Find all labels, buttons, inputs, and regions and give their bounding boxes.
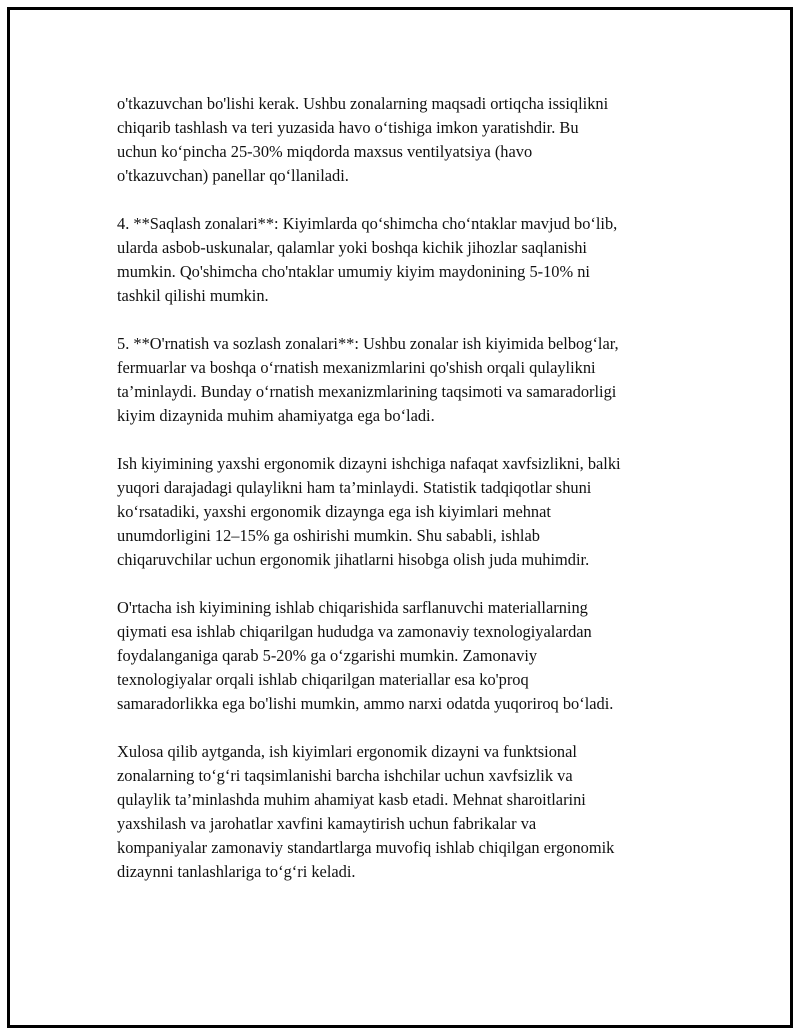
text-line: ko‘rsatadiki, yaxshi ergonomik dizaynga ega ish kiyimlari mehnat	[117, 502, 551, 521]
text-line: 4. **Saqlash zonalari**: Kiyimlarda qo‘shimcha cho‘ntaklar mavjud bo‘lib,	[117, 214, 618, 233]
paragraph-conclusion	[117, 740, 692, 884]
text-line: o'tkazuvchan bo'lishi kerak. Ushbu zonalarning maqsadi ortiqcha issiqlikni	[117, 94, 609, 113]
text-line: kompaniyalar zamonaviy standartlarga muvofiq ishlab chiqilgan ergonomik	[117, 838, 615, 857]
paragraph-ergonomic-design	[117, 452, 692, 572]
text-line: ta’minlaydi. Bunday o‘rnatish mexanizmlarining taqsimoti va samaradorligi	[117, 382, 617, 401]
text-line: tashkil qilishi mumkin.	[117, 286, 269, 305]
text-line: qiymati esa ishlab chiqarilgan hududga va zamonaviy texnologiyalardan	[117, 622, 592, 641]
text-line: 5. **O'rnatish va sozlash zonalari**: Ushbu zonalar ish kiyimida belbog‘lar,	[117, 334, 619, 353]
text-line: O'rtacha ish kiyimining ishlab chiqarishida sarflanuvchi materiallarning	[117, 598, 588, 617]
document-body	[117, 92, 692, 908]
paragraph-ventilation	[117, 92, 692, 188]
text-line: foydalanganiga qarab 5-20% ga o‘zgarishi mumkin. Zamonaviy	[117, 646, 538, 665]
text-line: Xulosa qilib aytganda, ish kiyimlari ergonomik dizayni va funktsional	[117, 742, 577, 761]
text-line: texnologiyalar orqali ishlab chiqarilgan materiallar esa ko'proq	[117, 670, 529, 689]
text-line: o'tkazuvchan) panellar qo‘llaniladi.	[117, 166, 349, 185]
text-line: fermuarlar va boshqa o‘rnatish mexanizmlarini qo'shish orqali qulaylikni	[117, 358, 596, 377]
paragraph-material-cost	[117, 596, 692, 716]
text-line: uchun ko‘pincha 25-30% miqdorda maxsus ventilyatsiya (havo	[117, 142, 533, 161]
text-line: chiqarib tashlash va teri yuzasida havo o‘tishiga imkon yaratishdir. Bu	[117, 118, 579, 137]
text-line: unumdorligini 12–15% ga oshirishi mumkin. Shu sababli, ishlab	[117, 526, 540, 545]
paragraph-fastening-zones	[117, 332, 692, 428]
text-line: kiyim dizaynida muhim ahamiyatga ega bo‘ladi.	[117, 406, 435, 425]
text-line: mumkin. Qo'shimcha cho'ntaklar umumiy kiyim maydonining 5-10% ni	[117, 262, 590, 281]
text-line: ularda asbob-uskunalar, qalamlar yoki boshqa kichik jihozlar saqlanishi	[117, 238, 587, 257]
text-line: yaxshilash va jarohatlar xavfini kamaytirish uchun fabrikalar va	[117, 814, 537, 833]
text-line: Ish kiyimining yaxshi ergonomik dizayni ishchiga nafaqat xavfsizlikni, balki	[117, 454, 621, 473]
text-line: qulaylik ta’minlashda muhim ahamiyat kasb etadi. Mehnat sharoitlarini	[117, 790, 586, 809]
text-line: samaradorlikka ega bo'lishi mumkin, ammo narxi odatda yuqoriroq bo‘ladi.	[117, 694, 614, 713]
text-line: dizaynni tanlashlariga to‘g‘ri keladi.	[117, 862, 356, 881]
text-line: yuqori darajadagi qulaylikni ham ta’minlaydi. Statistik tadqiqotlar shuni	[117, 478, 592, 497]
text-line: zonalarning to‘g‘ri taqsimlanishi barcha ishchilar uchun xavfsizlik va	[117, 766, 573, 785]
paragraph-storage-zones	[117, 212, 692, 308]
text-line: chiqaruvchilar uchun ergonomik jihatlarni hisobga olish juda muhimdir.	[117, 550, 590, 569]
